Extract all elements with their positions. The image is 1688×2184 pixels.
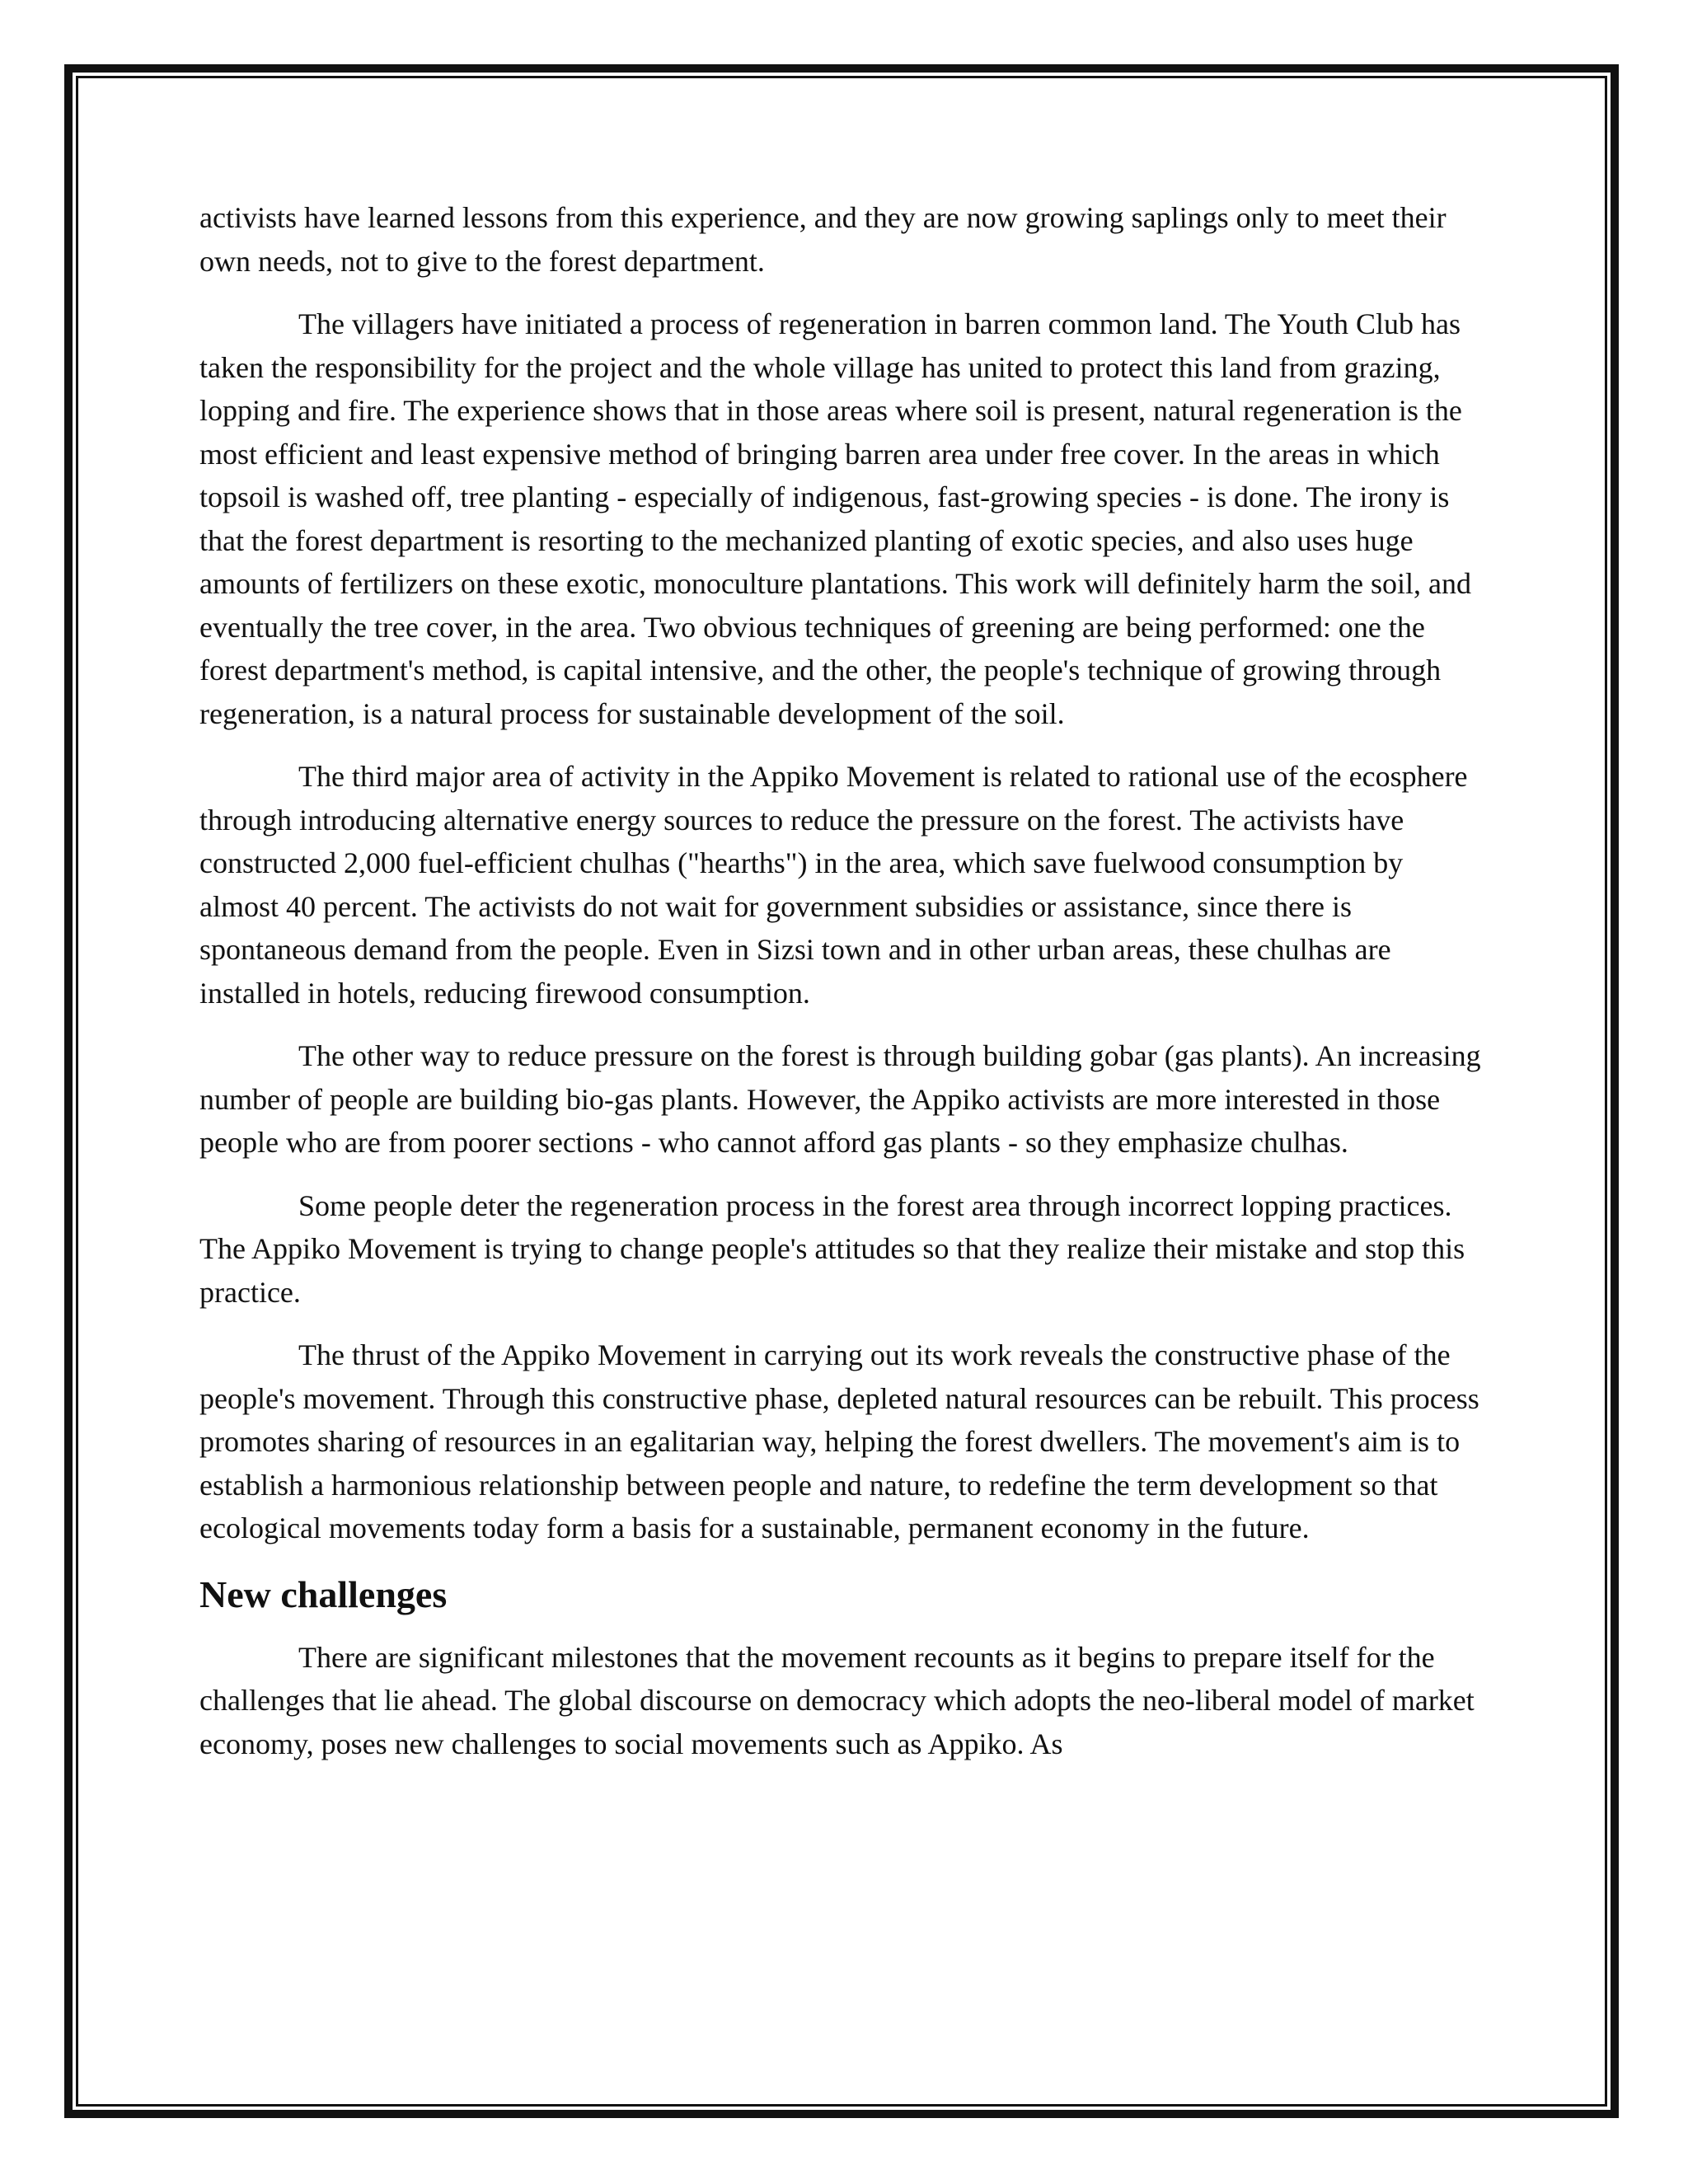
- section-heading: New challenges: [199, 1572, 448, 1615]
- paragraph-gobar-gas-plants: The other way to reduce pressure on the forest is through building gobar (gas plants). An increasing number of people are building bio-gas plants. However, the Appiko activists are more interested in those people who are from poorer sections - who cannot afford gas plants - so they emphasize chulhas.: [199, 1039, 1481, 1159]
- paragraph-new-challenges: There are significant milestones that the movement recounts as it begins to prepare itself for the challenges that lie ahead. The global discourse on democracy which adopts the neo-liberal model of market economy, poses new challenges to social movements such as Appiko. As: [199, 1640, 1475, 1760]
- page-content: [199, 196, 1485, 1785]
- paragraph-constructive-phase: The thrust of the Appiko Movement in carrying out its work reveals the constructive phase of the people's movement. Through this constructive phase, depleted natural resources can be rebuilt. This process promotes sharing of resources in an egalitarian way, helping the forest dwellers. The movement's aim is to establish a harmonious relationship between people and nature, to redefine the term development so that ecological movements today form a basis for a sustainable, permanent economy in the future.: [199, 1338, 1479, 1544]
- paragraph-regeneration: The villagers have initiated a process of regeneration in barren common land. The Youth Club has taken the responsibility for the project and the whole village has united to protect this land from grazing, lopping and fire. The experience shows that in those areas where soil is present, natural regeneration is the most efficient and least expensive method of bringing barren area under free cover. In the areas in which topsoil is washed off, tree planting - especially of indigenous, fast-growing species - is done. The irony is that the forest department is resorting to the mechanized planting of exotic species, and also uses huge amounts of fertilizers on these exotic, monoculture plantations. This work will definitely harm the soil, and eventually the tree cover, in the area. Two obvious techniques of greening are being performed: one the forest department's method, is capital intensive, and the other, the people's technique of growing through regeneration, is a natural process for sustainable development of the soil.: [199, 307, 1471, 730]
- paragraph-lopping-practices: Some people deter the regeneration process in the forest area through incorrect lopping practices. The Appiko Movement is trying to change people's attitudes so that they realize their mistake and stop this practice.: [199, 1188, 1465, 1309]
- paragraph-alternative-energy: The third major area of activity in the Appiko Movement is related to rational use of the ecosphere through introducing alternative energy sources to reduce the pressure on the forest. The activists have constructed 2,000 fuel-efficient chulhas ("hearths") in the area, which save fuelwood consumption by almost 40 percent. The activists do not wait for government subsidies or assistance, since there is spontaneous demand from the people. Even in Sizsi town and in other urban areas, these chulhas are installed in hotels, reducing firewood consumption.: [199, 760, 1468, 1010]
- paragraph-continuation: activists have learned lessons from this experience, and they are now growing saplings only to meet their own needs, not to give to the forest department.: [199, 201, 1447, 278]
